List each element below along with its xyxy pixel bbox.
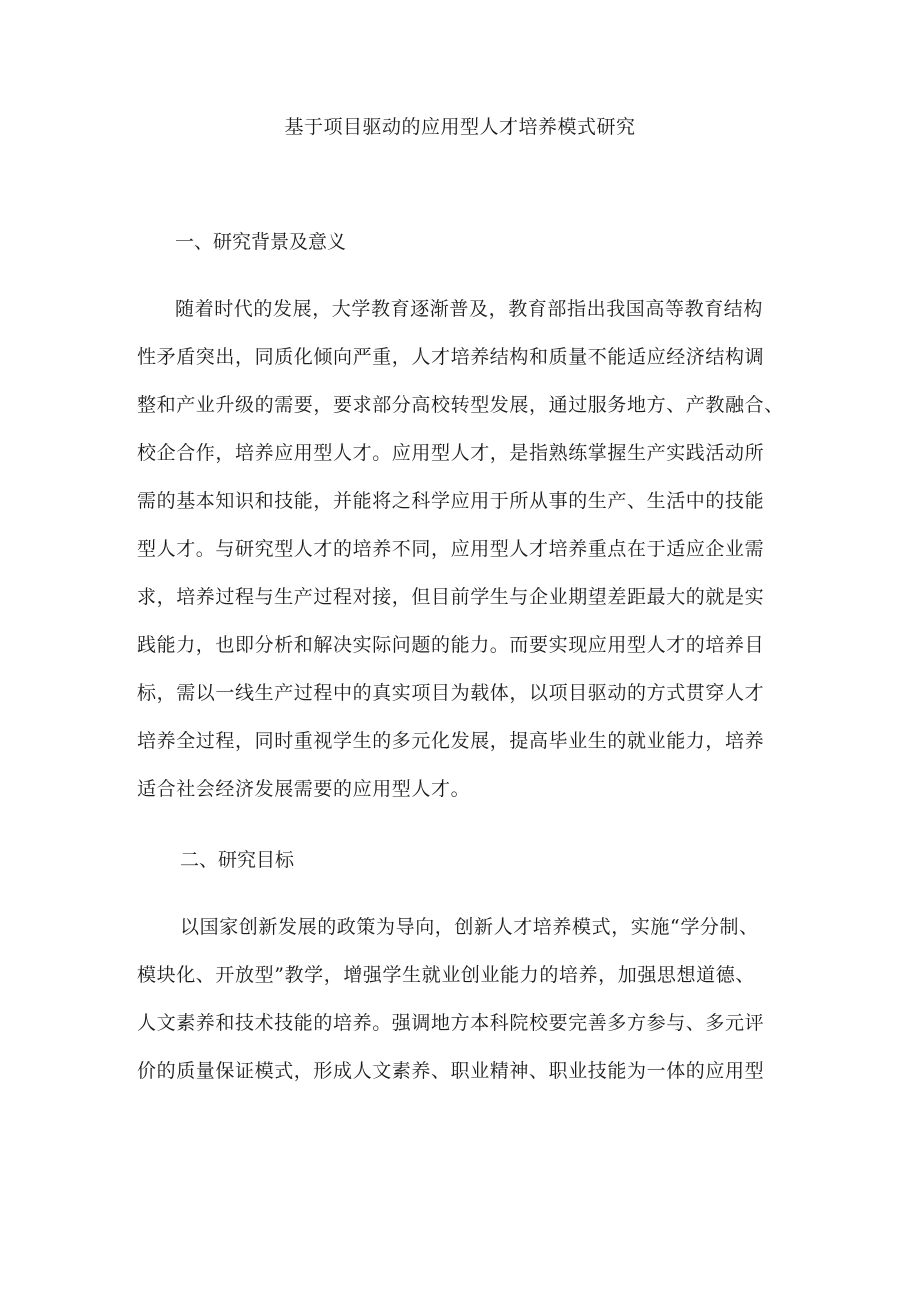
paragraph-line: 性矛盾突出，同质化倾向严重，人才培养结构和质量不能适应经济结构调 bbox=[137, 346, 765, 368]
document-title: 基于项目驱动的应用型人才培养模式研究 bbox=[284, 116, 636, 138]
paragraph-line: 整和产业升级的需要，要求部分高校转型发展，通过服务地方、产教融合、 bbox=[137, 394, 784, 416]
paragraph-line: 价的质量保证模式，形成人文素养、职业精神、职业技能为一体的应用型 bbox=[137, 1060, 765, 1082]
paragraph-line: 求，培养过程与生产过程对接，但目前学生与企业期望差距最大的就是实 bbox=[137, 586, 765, 608]
paragraph-line: 培养全过程，同时重视学生的多元化发展，提高毕业生的就业能力，培养 bbox=[137, 730, 765, 752]
paragraph-line: 标，需以一线生产过程中的真实项目为载体，以项目驱动的方式贯穿人才 bbox=[137, 682, 765, 704]
paragraph-line: 随着时代的发展，大学教育逐渐普及，教育部指出我国高等教育结构 bbox=[175, 298, 764, 320]
paragraph-line: 型人才。与研究型人才的培养不同，应用型人才培养重点在于适应企业需 bbox=[137, 538, 765, 560]
paragraph-line: 适合社会经济发展需要的应用型人才。 bbox=[137, 778, 471, 800]
section-heading-background: 一、研究背景及意义 bbox=[175, 231, 347, 253]
paragraph-line: 模块化、开放型”教学，增强学生就业创业能力的培养，加强思想道德、 bbox=[137, 964, 755, 986]
paragraph-line: 校企合作，培养应用型人才。应用型人才，是指熟练掌握生产实践活动所 bbox=[137, 442, 765, 464]
section-heading-objectives: 二、研究目标 bbox=[180, 849, 295, 871]
paragraph-line: 践能力，也即分析和解决实际问题的能力。而要实现应用型人才的培养目 bbox=[137, 634, 765, 656]
paragraph-line: 人文素养和技术技能的培养。强调地方本科院校要完善多方参与、多元评 bbox=[137, 1012, 765, 1034]
paragraph-line: 需的基本知识和技能，并能将之科学应用于所从事的生产、生活中的技能 bbox=[137, 490, 765, 512]
paragraph-line: 以国家创新发展的政策为导向，创新人才培养模式，实施“学分制、 bbox=[180, 916, 759, 938]
